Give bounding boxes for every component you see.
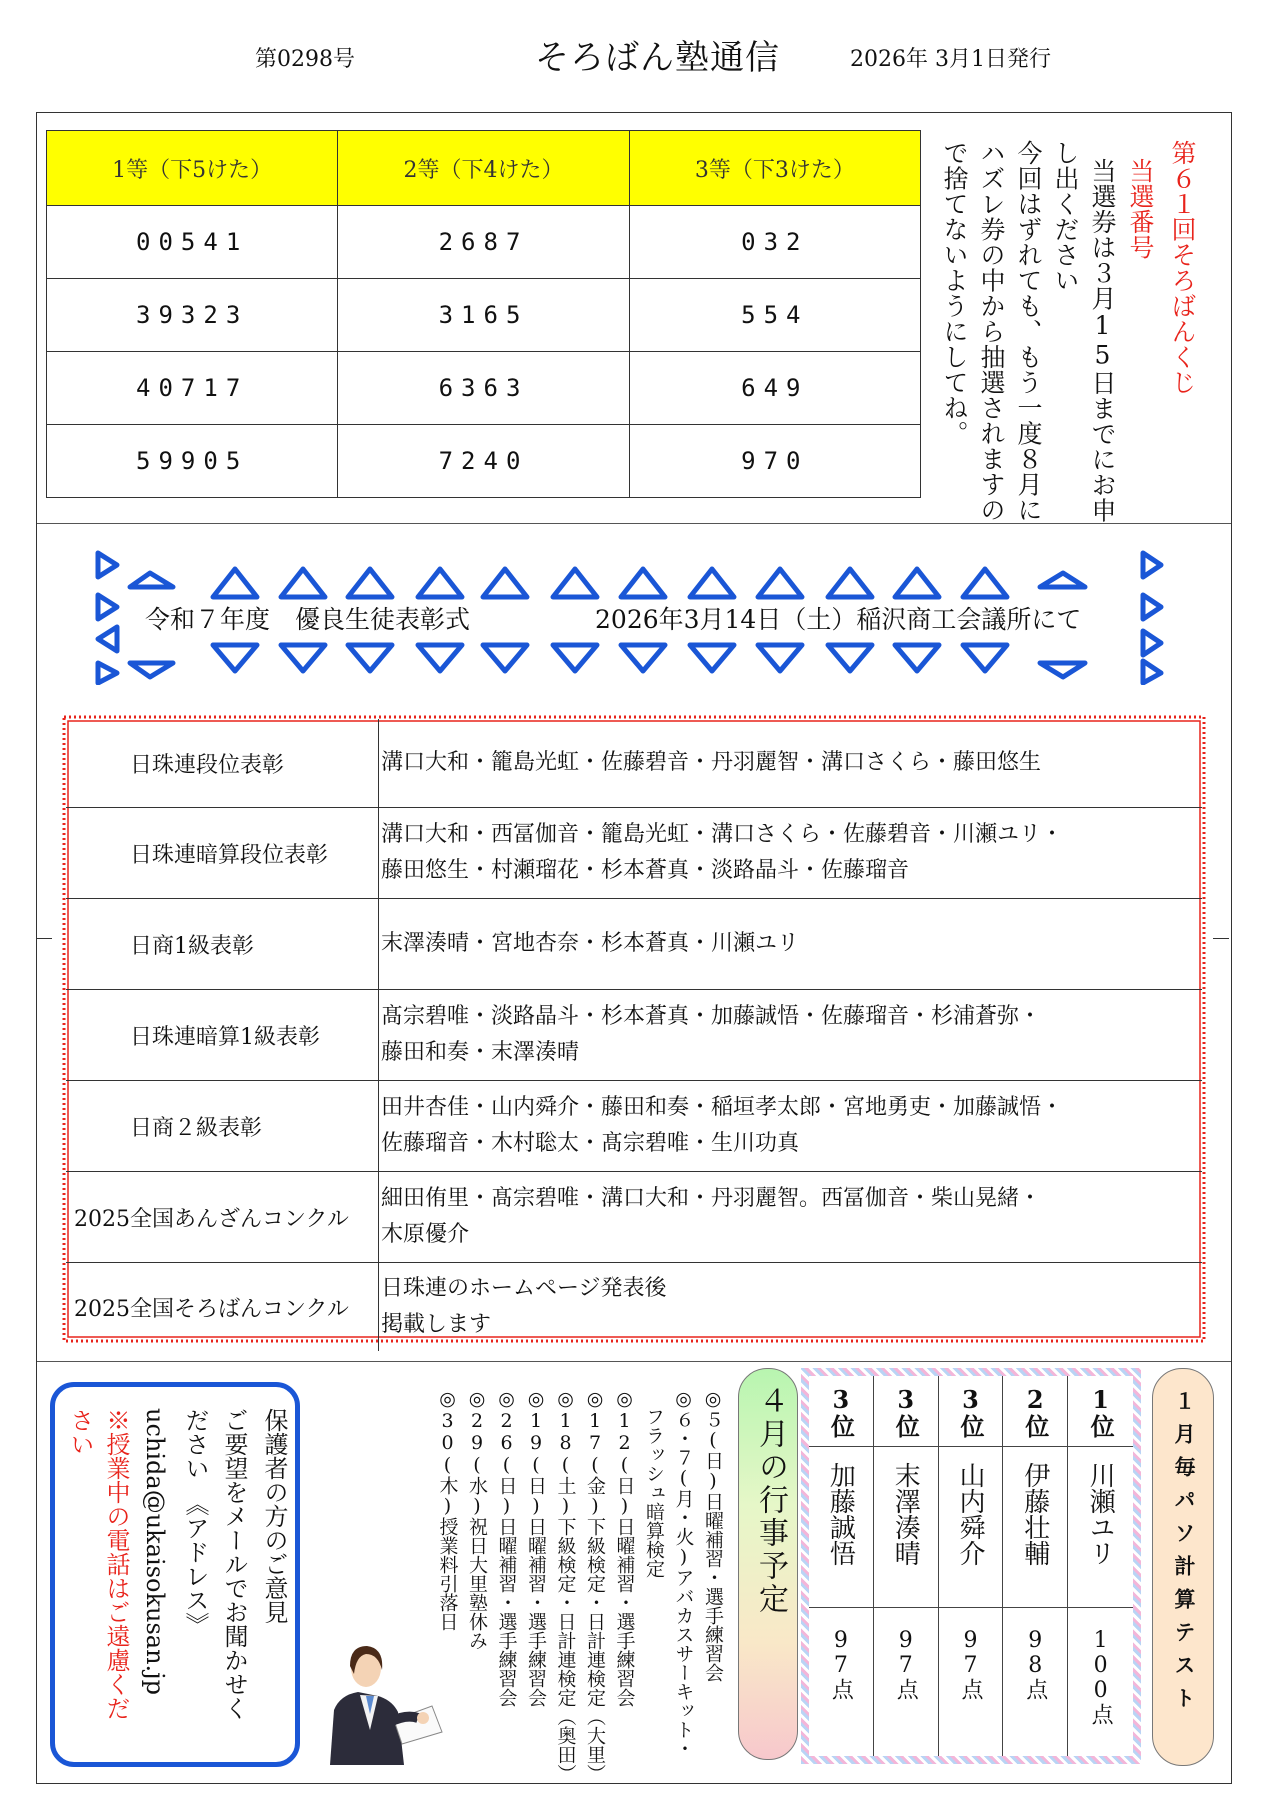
ranking-table — [801, 1368, 1141, 1764]
awards-table — [66, 719, 1202, 1351]
award-ceremony-title: 令和７年度 優良生徒表彰式 2026年3月14日（土）稲沢商工会議所にて — [145, 605, 1082, 634]
ranking-entry — [809, 1376, 874, 1756]
schedule-title: ４月の行事予定 — [753, 1385, 788, 1616]
ranking-rank: 3位 — [826, 1384, 856, 1438]
schedule-item: ◎17(金)下級検定・日計連検定（大里） — [584, 1388, 606, 1783]
ranking-name-cell — [1003, 1446, 1067, 1608]
award-recipients-line: 田井杏佳・山内舜介・藤田和奏・稲垣孝太郎・宮地勇吏・加藤誠悟・ — [381, 1095, 1064, 1120]
ranking-rank-cell — [874, 1376, 938, 1447]
lottery-note-line: ハズレ券の中から抽選されますの — [977, 140, 1006, 523]
schedule-item: フラッシュ暗算検定 — [643, 1388, 665, 1578]
award-category — [66, 1263, 379, 1352]
triangle-down-icon — [130, 663, 173, 677]
award-row — [66, 1263, 1202, 1352]
triangle-up-icon — [828, 569, 872, 597]
divider — [36, 938, 52, 939]
triangle-right-icon — [1143, 631, 1161, 655]
schedule-item: ◎30(木)授業料引落日 — [436, 1388, 459, 1631]
divider — [1213, 938, 1229, 939]
newsletter-title: そろばん塾通信 — [535, 38, 780, 78]
triangle-up-icon — [483, 569, 527, 597]
award-category-label: 日珠連暗算段位表彰 — [130, 842, 329, 868]
ranking-score: 98点 — [1022, 1628, 1048, 1700]
ranking-score-cell — [809, 1608, 873, 1756]
ranking-rank: 1位 — [1086, 1384, 1116, 1438]
ranking-rank: 2位 — [1020, 1384, 1050, 1438]
divider — [37, 523, 1231, 524]
triangle-up-icon — [213, 569, 257, 597]
award-recipients — [379, 990, 1203, 1081]
triangle-right-icon — [1143, 595, 1161, 619]
lottery-number: 59905 — [47, 425, 338, 498]
ranking-rank-cell — [939, 1376, 1003, 1447]
teacher-illustration — [320, 1640, 450, 1765]
award-recipients-line: 細田侑里・髙宗碧唯・溝口大和・丹羽麗智。西冨伽音・柴山晃緒・ — [381, 1186, 1042, 1211]
lottery-subheading: 当選番号 — [1126, 158, 1155, 260]
lottery-number: 40717 — [47, 352, 338, 425]
ranking-title: １月毎パソ計算テスト — [1172, 1390, 1197, 1720]
triangle-up-icon — [348, 569, 392, 597]
issue-number: 第0298号 — [255, 47, 355, 72]
award-recipients-line: 佐藤瑠音・木村聡太・髙宗碧唯・生川功真 — [381, 1131, 800, 1156]
award-category-label: 日商２級表彰 — [130, 1115, 263, 1141]
lottery-header-3rd: 3等（下3けた） — [629, 131, 920, 206]
ranking-name-cell — [1068, 1446, 1133, 1608]
ranking-name-cell — [939, 1446, 1003, 1608]
award-recipients-line: 藤田悠生・村瀬瑠花・杉本蒼真・淡路晶斗・佐藤瑠音 — [381, 858, 910, 883]
award-recipients — [379, 1172, 1203, 1263]
award-category — [66, 1081, 379, 1172]
schedule-item: ◎５(日)日曜補習・選手練習会 — [702, 1388, 724, 1682]
lottery-note-line: し出ください — [1051, 140, 1080, 293]
ranking-score-cell — [1003, 1608, 1067, 1756]
award-category — [66, 719, 379, 808]
ranking-score: 97点 — [893, 1628, 919, 1700]
award-recipients-line: 溝口大和・籠島光虹・佐藤碧音・丹羽麗智・溝口さくら・藤田悠生 — [381, 750, 1042, 775]
triangle-down-icon — [963, 645, 1007, 671]
triangle-up-icon — [621, 569, 665, 597]
triangle-up-icon — [758, 569, 802, 597]
award-row — [66, 1172, 1202, 1263]
ranking-score: 100点 — [1088, 1628, 1114, 1725]
award-recipients — [379, 808, 1203, 899]
triangle-up-icon — [690, 569, 734, 597]
triangle-up-icon — [963, 569, 1007, 597]
award-category — [66, 808, 379, 899]
triangle-right-icon — [98, 663, 117, 683]
lottery-number: 00541 — [47, 206, 338, 279]
schedule-item: ◎19(日)日曜補習・選手練習会 — [525, 1388, 547, 1707]
schedule-item: ◎12(日)日曜補習・選手練習会 — [613, 1388, 636, 1707]
lottery-number: 6363 — [338, 352, 629, 425]
ranking-name-cell — [874, 1446, 938, 1608]
lottery-number: 032 — [629, 206, 920, 279]
triangle-down-icon — [690, 645, 734, 671]
triangle-right-icon — [1143, 553, 1161, 577]
request-email[interactable]: uchida@ukaisokusan.jp — [141, 1408, 169, 1695]
triangle-up-icon — [130, 573, 173, 587]
lottery-row — [47, 425, 921, 498]
award-row — [66, 1081, 1202, 1172]
triangle-down-icon — [483, 645, 527, 671]
ranking-rank: 3位 — [955, 1384, 985, 1438]
lottery-number: 970 — [629, 425, 920, 498]
schedule-item: ◎６・７(月・火)アバカスサーキット・ — [672, 1388, 695, 1758]
ranking-entry — [939, 1376, 1004, 1756]
lottery-number: 3165 — [338, 279, 629, 352]
award-recipients — [379, 719, 1203, 808]
schedule-item: ◎29(水)祝日大里塾休み — [466, 1388, 488, 1650]
triangle-up-icon — [281, 569, 325, 597]
schedule-item: ◎18(土)下級検定・日計連検定（奥田） — [554, 1388, 577, 1783]
triangle-up-icon — [418, 569, 462, 597]
issue-date: 2026年 3月1日発行 — [850, 47, 1051, 72]
award-row — [66, 990, 1202, 1081]
triangle-down-icon — [418, 645, 462, 671]
award-category-label: 日珠連段位表彰 — [130, 752, 285, 778]
award-recipients-line: 髙宗碧唯・淡路晶斗・杉本蒼真・加藤誠悟・佐藤瑠音・杉浦蒼弥・ — [381, 1004, 1042, 1029]
request-line: ださい 《アドレス》 — [181, 1408, 209, 1636]
triangle-down-icon — [758, 645, 802, 671]
ranking-name: 加藤誠悟 — [825, 1462, 856, 1566]
award-row — [66, 719, 1202, 808]
triangle-right-icon — [1143, 661, 1161, 683]
award-category — [66, 1172, 379, 1263]
triangle-down-icon — [895, 645, 939, 671]
ranking-entry — [874, 1376, 939, 1756]
ranking-name: 伊藤壮輔 — [1019, 1462, 1050, 1566]
triangle-down-icon — [1040, 663, 1085, 677]
lottery-table — [46, 130, 921, 498]
lottery-heading: 第６１回そろばんくじ — [1168, 140, 1197, 395]
award-recipients-line: 木原優介 — [381, 1222, 470, 1247]
award-recipients-line: 末澤湊晴・宮地杏奈・杉本蒼真・川瀬ユリ — [381, 931, 800, 956]
lottery-header-1st: 1等（下5けた） — [47, 131, 338, 206]
award-category-label: 2025全国あんざんコンクル — [74, 1206, 349, 1232]
triangle-up-icon — [895, 569, 939, 597]
divider — [37, 1361, 1231, 1362]
lottery-row — [47, 352, 921, 425]
award-recipients-line: 藤田和奏・末澤湊晴 — [381, 1040, 580, 1065]
lottery-number: 649 — [629, 352, 920, 425]
award-category — [66, 899, 379, 990]
ranking-name: 川瀬ユリ — [1085, 1462, 1116, 1566]
ranking-name: 末澤湊晴 — [890, 1462, 921, 1566]
triangle-up-icon — [1040, 573, 1085, 587]
award-recipients-line: 溝口大和・西冨伽音・籠島光虹・溝口さくら・佐藤碧音・川瀬ユリ・ — [381, 822, 1064, 847]
award-row — [66, 899, 1202, 990]
ranking-score-cell — [939, 1608, 1003, 1756]
ranking-name-cell — [809, 1446, 873, 1608]
lottery-number: 554 — [629, 279, 920, 352]
award-recipients-line: 掲載します — [381, 1312, 492, 1337]
ranking-rank-cell — [809, 1376, 873, 1447]
triangle-down-icon — [621, 645, 665, 671]
award-category-label: 日商1級表彰 — [130, 933, 254, 959]
award-category-label: 2025全国そろばんコンクル — [74, 1296, 349, 1322]
triangle-right-icon — [98, 553, 117, 577]
triangle-down-icon — [213, 645, 257, 671]
award-recipients — [379, 1263, 1203, 1352]
ranking-entry — [1003, 1376, 1068, 1756]
lottery-row — [47, 206, 921, 279]
warning-line: ※授業中の電話はご遠慮くだ — [102, 1408, 130, 1720]
ranking-score-cell — [1068, 1608, 1133, 1756]
triangle-right-icon — [98, 595, 117, 619]
triangle-down-icon — [828, 645, 872, 671]
request-line: 保護者の方のご意見 — [260, 1408, 288, 1624]
triangle-down-icon — [281, 645, 325, 671]
ranking-score-cell — [874, 1608, 938, 1756]
award-category-label: 日珠連暗算1級表彰 — [130, 1024, 320, 1050]
award-category — [66, 990, 379, 1081]
lottery-header-2nd: 2等（下4けた） — [338, 131, 629, 206]
award-recipients-line: 日珠連のホームページ発表後 — [381, 1276, 667, 1301]
ranking-rank: 3位 — [891, 1384, 921, 1438]
request-line: ご要望をメールでお聞かせく — [220, 1408, 248, 1720]
ranking-rank-cell — [1003, 1376, 1067, 1447]
lottery-number: 7240 — [338, 425, 629, 498]
triangle-left-icon — [98, 627, 117, 651]
ranking-entry — [1068, 1376, 1133, 1756]
ranking-name: 山内舜介 — [954, 1462, 985, 1566]
lottery-number: 2687 — [338, 206, 629, 279]
triangle-up-icon — [553, 569, 597, 597]
lottery-number: 39323 — [47, 279, 338, 352]
lottery-note-line: 今回はずれても、もう一度８月に — [1014, 140, 1043, 523]
triangle-down-icon — [348, 645, 392, 671]
award-row — [66, 808, 1202, 899]
award-recipients — [379, 899, 1203, 990]
ranking-score: 97点 — [957, 1628, 983, 1700]
lottery-note-line: 当選券は３月15日までにお申 — [1088, 158, 1117, 523]
award-recipients — [379, 1081, 1203, 1172]
ranking-rank-cell — [1068, 1376, 1133, 1447]
warning-line: さい — [66, 1408, 94, 1456]
lottery-note-line: で捨てないようにしてね。 — [940, 140, 969, 446]
ranking-score: 97点 — [828, 1628, 854, 1700]
schedule-item: ◎26(日)日曜補習・選手練習会 — [495, 1388, 518, 1707]
triangle-down-icon — [553, 645, 597, 671]
awards-panel — [60, 713, 1208, 1345]
lottery-row — [47, 279, 921, 352]
